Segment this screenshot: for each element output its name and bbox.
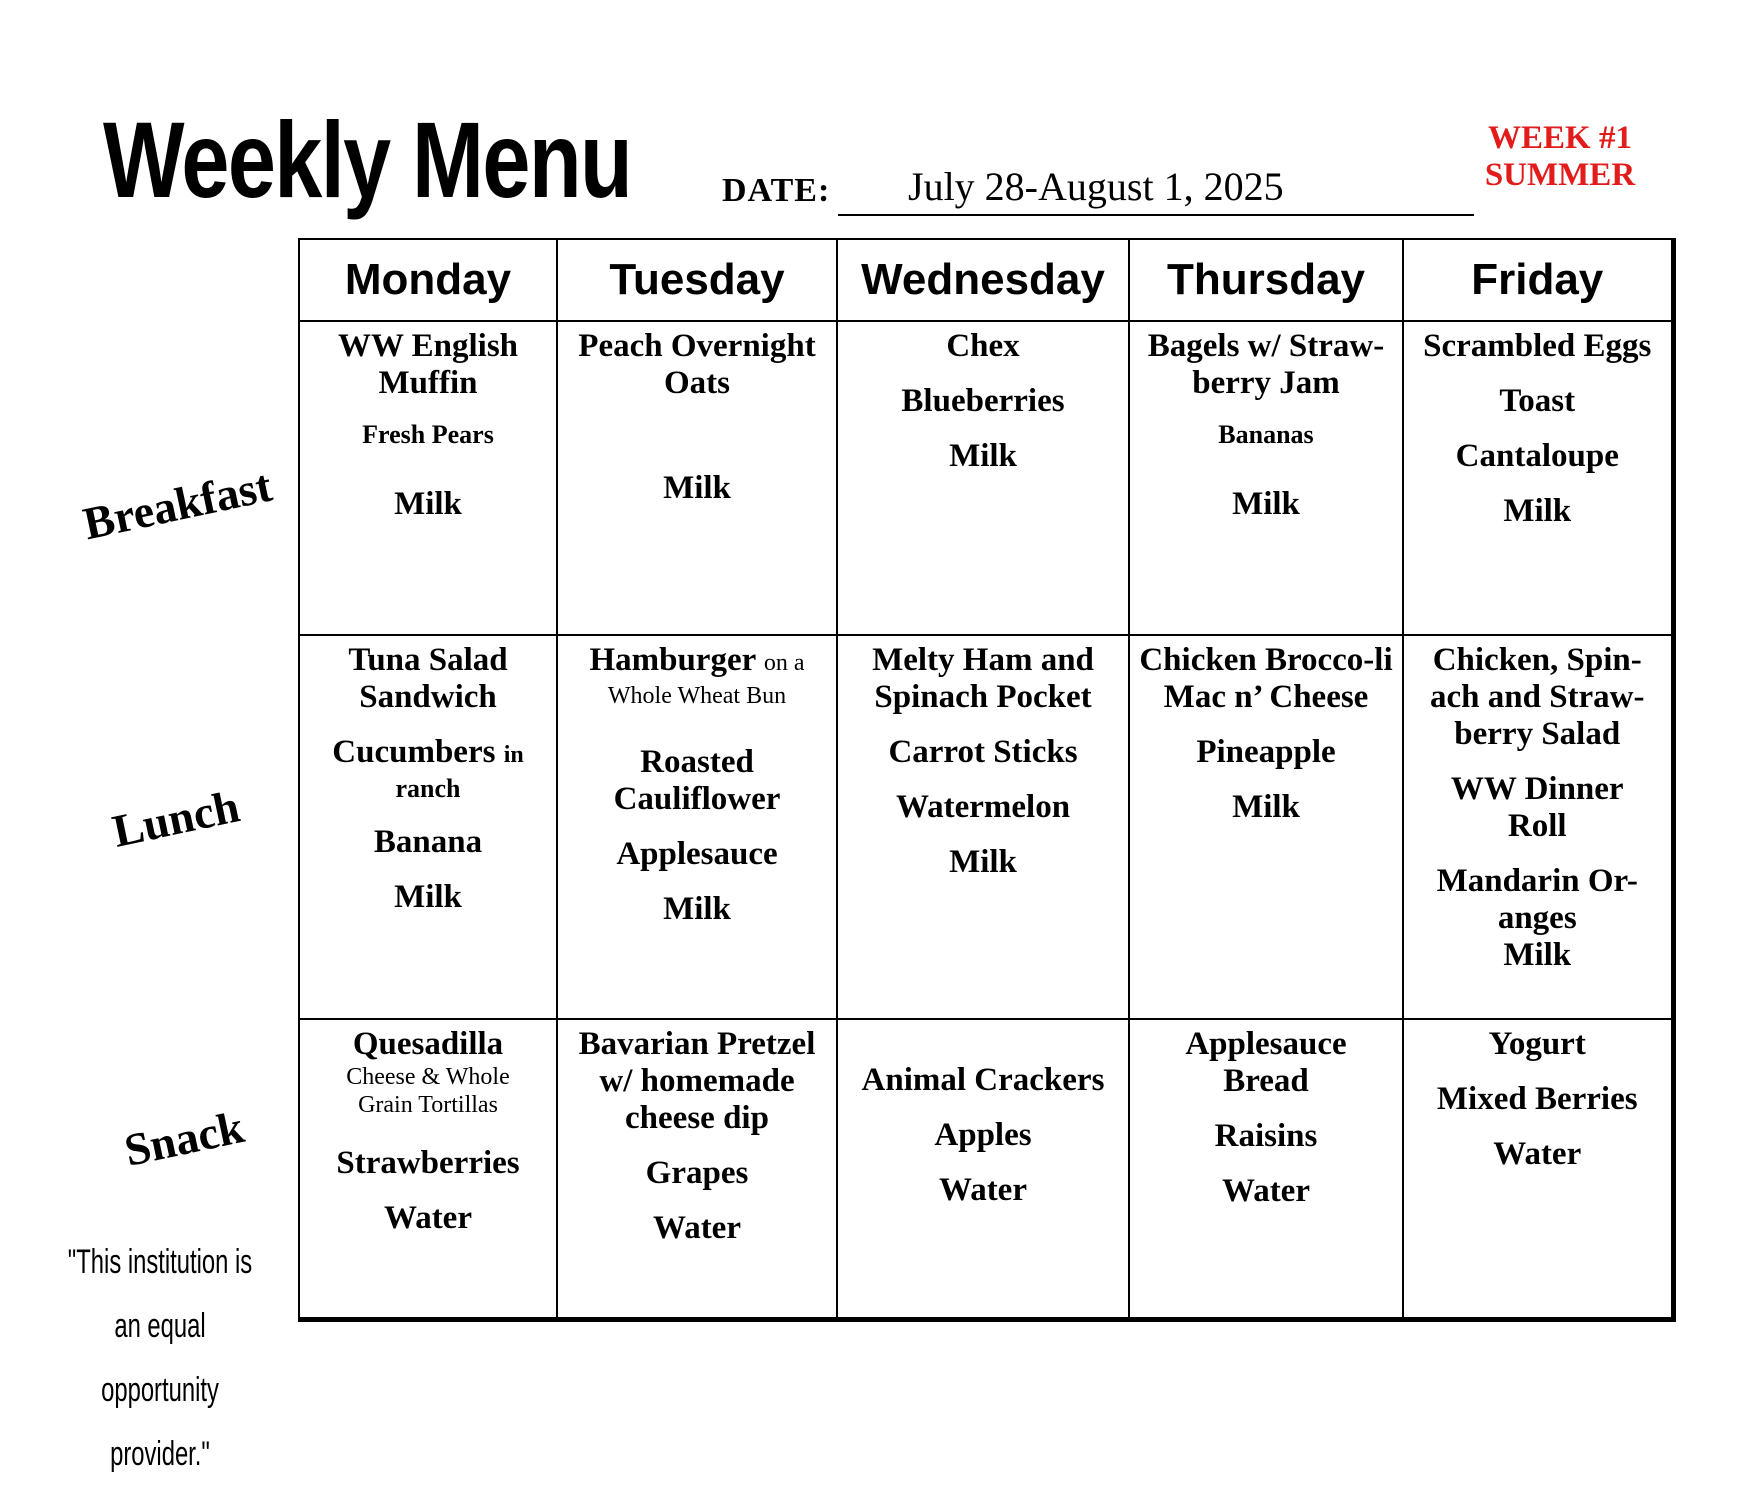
lunch-thursday (1129, 635, 1403, 1019)
menu-item: Bananas (1218, 420, 1314, 449)
meal-label-snack: Snack (120, 1101, 249, 1176)
menu-item: Quesadilla (352, 1026, 504, 1062)
menu-item: WW Dinner Roll (1450, 771, 1624, 844)
page-title: Weekly Menu (103, 99, 632, 220)
menu-item-note: ranch (395, 774, 461, 803)
day-header-wednesday: Wednesday (837, 239, 1129, 321)
breakfast-thursday (1129, 321, 1403, 635)
menu-item: Carrot Sticks (888, 734, 1078, 770)
menu-item: Water (384, 1200, 472, 1236)
breakfast-row (299, 321, 1673, 635)
menu-item: Cucumbers in (332, 734, 524, 770)
menu-item: Bavarian Pretzel w/ homemade cheese dip (578, 1026, 816, 1136)
menu-item: Milk (394, 486, 462, 522)
menu-item: Watermelon (895, 789, 1071, 825)
day-header-monday: Monday (299, 239, 557, 321)
snack-tuesday (557, 1019, 837, 1320)
week-tag (1470, 120, 1650, 194)
menu-item: Mixed Berries (1436, 1081, 1638, 1117)
menu-item: Animal Crackers (861, 1062, 1105, 1098)
season-label: SUMMER (1484, 157, 1636, 193)
menu-item: Peach Overnight Oats (578, 328, 816, 401)
day-header-tuesday: Tuesday (557, 239, 837, 321)
menu-item: Chicken, Spin-ach and Straw-berry Salad (1429, 642, 1645, 752)
equal-opportunity-statement: "This institution is an equal opportunity provider." (67, 1243, 253, 1473)
menu-item-note: Cheese & Whole Grain Tortillas (346, 1064, 510, 1118)
meal-label-lunch: Lunch (108, 780, 244, 857)
menu-item: Milk (663, 891, 731, 927)
menu-item: Apples (934, 1117, 1032, 1153)
menu-item: Milk (1232, 789, 1300, 825)
menu-item: Chex (946, 328, 1020, 364)
meal-label-breakfast: Breakfast (78, 459, 277, 550)
menu-item: Fresh Pears (362, 420, 494, 449)
breakfast-friday (1403, 321, 1673, 635)
menu-item: Milk (1232, 486, 1300, 522)
menu-item: Melty Ham and Spinach Pocket (872, 642, 1094, 715)
date-label: DATE: (722, 172, 831, 209)
menu-item: Banana (373, 824, 483, 860)
lunch-row (299, 635, 1673, 1019)
menu-item: Milk (949, 844, 1017, 880)
snack-friday (1403, 1019, 1673, 1320)
menu-item: Milk (1503, 493, 1572, 529)
menu-item: Grapes (645, 1155, 749, 1191)
day-header-row (299, 239, 1673, 321)
menu-item: Water (1493, 1136, 1582, 1172)
menu-item: Tuna Salad Sandwich (348, 642, 508, 715)
menu-item: Toast (1499, 383, 1576, 419)
snack-thursday (1129, 1019, 1403, 1320)
menu-item: Applesauce (616, 836, 778, 872)
menu-item: Applesauce Bread (1185, 1026, 1347, 1099)
menu-item: Strawberries (336, 1145, 520, 1181)
menu-item: Blueberries (901, 383, 1065, 419)
snack-wednesday (837, 1019, 1129, 1320)
menu-item: Water (939, 1172, 1027, 1208)
menu-item: Mandarin Or-anges (1436, 863, 1638, 936)
day-header-thursday: Thursday (1129, 239, 1403, 321)
day-header-friday: Friday (1403, 239, 1673, 321)
lunch-wednesday (837, 635, 1129, 1019)
menu-item: Scrambled Eggs (1423, 328, 1652, 364)
menu-item: Pineapple (1196, 734, 1336, 770)
menu-item: Milk (394, 879, 462, 915)
menu-item: Bagels w/ Straw-berry Jam (1147, 328, 1385, 401)
menu-item: Raisins (1214, 1118, 1318, 1154)
date-field (838, 162, 1474, 216)
menu-item: Milk (663, 470, 731, 506)
week-number: WEEK #1 (1488, 120, 1632, 156)
breakfast-monday (299, 321, 557, 635)
menu-item-note: Whole Wheat Bun (607, 683, 787, 709)
menu-item: Cantaloupe (1455, 438, 1619, 474)
menu-item: Roasted Cauliflower (613, 744, 781, 817)
lunch-monday (299, 635, 557, 1019)
menu-item: Hamburger on a (589, 642, 805, 678)
menu-table (298, 238, 1676, 1322)
snack-monday (299, 1019, 557, 1320)
menu-item: WW English Muffin (337, 328, 519, 401)
breakfast-tuesday (557, 321, 837, 635)
lunch-tuesday (557, 635, 837, 1019)
menu-item: Chicken Brocco-li Mac n’ Cheese (1139, 642, 1393, 715)
lunch-friday (1403, 635, 1673, 1019)
breakfast-wednesday (837, 321, 1129, 635)
menu-item: Milk (949, 438, 1017, 474)
snack-row (299, 1019, 1673, 1320)
menu-item: Milk (1503, 937, 1572, 973)
menu-item: Water (1222, 1173, 1310, 1209)
menu-item: Water (653, 1210, 741, 1246)
menu-item: Yogurt (1488, 1026, 1586, 1062)
date-value: July 28-August 1, 2025 (908, 164, 1284, 209)
